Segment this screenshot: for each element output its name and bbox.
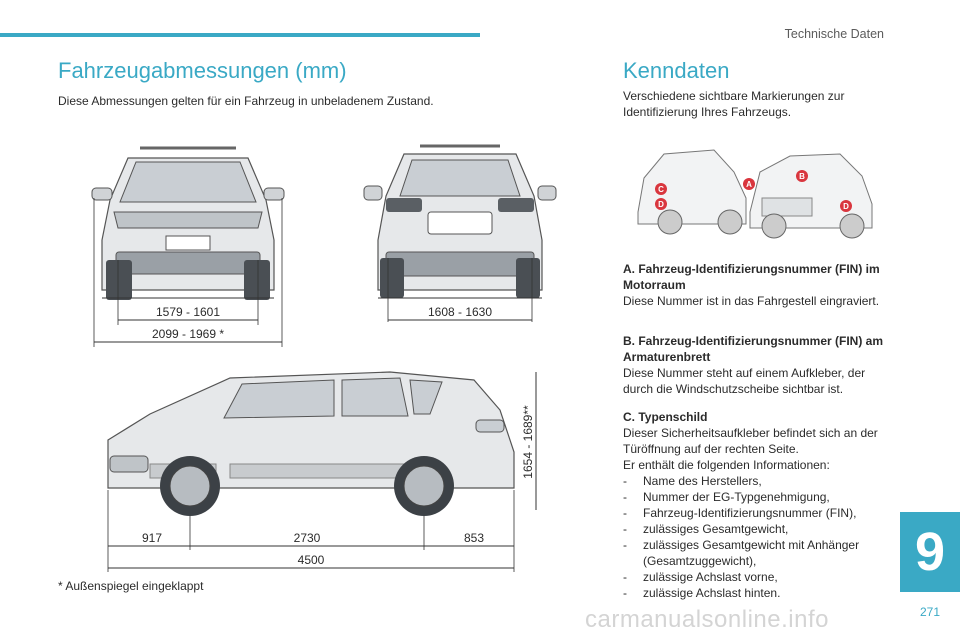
dim-front-overhang: 917 bbox=[141, 531, 163, 545]
car-side-view bbox=[90, 360, 570, 582]
dim-front-width: 2099 - 1969 * bbox=[151, 327, 225, 341]
car-front-view bbox=[88, 140, 288, 350]
identification-title: Kenndaten bbox=[623, 58, 730, 83]
dimensions-intro: Diese Abmessungen gelten für ein Fahrzeug in unbeladenem Zustand. bbox=[58, 94, 434, 108]
marker-b: B bbox=[799, 172, 805, 181]
marker-d-left: D bbox=[658, 200, 664, 209]
dimensions-title: Fahrzeugabmessungen (mm) bbox=[58, 58, 347, 83]
list-item: - zulässiges Gesamtgewicht mit Anhänger (Gesamtzuggewicht), bbox=[623, 537, 893, 569]
identification-illustration bbox=[630, 142, 880, 242]
list-item: - Name des Herstellers, bbox=[623, 473, 893, 489]
section-c-text-2: Er enthält die folgenden Informationen: bbox=[623, 458, 830, 472]
section-b bbox=[623, 333, 885, 397]
list-item: - Nummer der EG-Typgenehmigung, bbox=[623, 489, 893, 505]
section-a-title: A. Fahrzeug-Identifizierungsnummer (FIN) im Motorraum bbox=[623, 262, 880, 292]
identification-intro: Verschiedene sichtbare Markierungen zur Identifizierung Ihres Fahrzeugs. bbox=[623, 89, 845, 119]
list-item: - zulässige Achslast hinten. bbox=[623, 585, 893, 601]
section-a-text: Diese Nummer ist in das Fahrgestell eingraviert. bbox=[623, 294, 880, 308]
section-b-title: B. Fahrzeug-Identifizierungsnummer (FIN) am Armaturenbrett bbox=[623, 334, 884, 364]
dim-length: 4500 bbox=[297, 553, 325, 567]
list-item: - zulässiges Gesamtgewicht, bbox=[623, 521, 893, 537]
mirror-footnote: * Außenspiegel eingeklappt bbox=[58, 579, 204, 593]
car-rear-view bbox=[360, 140, 560, 325]
chapter-tab: 9 bbox=[900, 512, 960, 592]
marker-c: C bbox=[658, 185, 664, 194]
section-c bbox=[623, 409, 885, 473]
list-item: - zulässige Achslast vorne, bbox=[623, 569, 893, 585]
type-plate-info-list bbox=[623, 473, 893, 601]
dim-front-track: 1579 - 1601 bbox=[155, 305, 221, 319]
section-c-title: C. Typenschild bbox=[623, 410, 708, 424]
section-b-text: Diese Nummer steht auf einem Aufkleber, der durch die Windschutzscheibe sichtbar ist. bbox=[623, 366, 866, 396]
page-number: 271 bbox=[919, 605, 940, 619]
dim-height: 1654 - 1689** bbox=[521, 405, 535, 479]
dim-rear-track: 1608 - 1630 bbox=[427, 305, 493, 319]
top-accent-bar bbox=[0, 33, 480, 37]
list-item: - Fahrzeug-Identifizierungsnummer (FIN), bbox=[623, 505, 893, 521]
section-c-text: Dieser Sicherheitsaufkleber befindet sich an der Türöffnung auf der rechten Seite. bbox=[623, 426, 878, 456]
section-header: Technische Daten bbox=[784, 27, 884, 41]
watermark: carmanualsonline.info bbox=[585, 606, 829, 633]
marker-a: A bbox=[746, 180, 752, 189]
section-a bbox=[623, 261, 885, 309]
marker-d-right: D bbox=[843, 202, 849, 211]
dim-rear-overhang: 853 bbox=[463, 531, 485, 545]
dim-wheelbase: 2730 bbox=[293, 531, 321, 545]
